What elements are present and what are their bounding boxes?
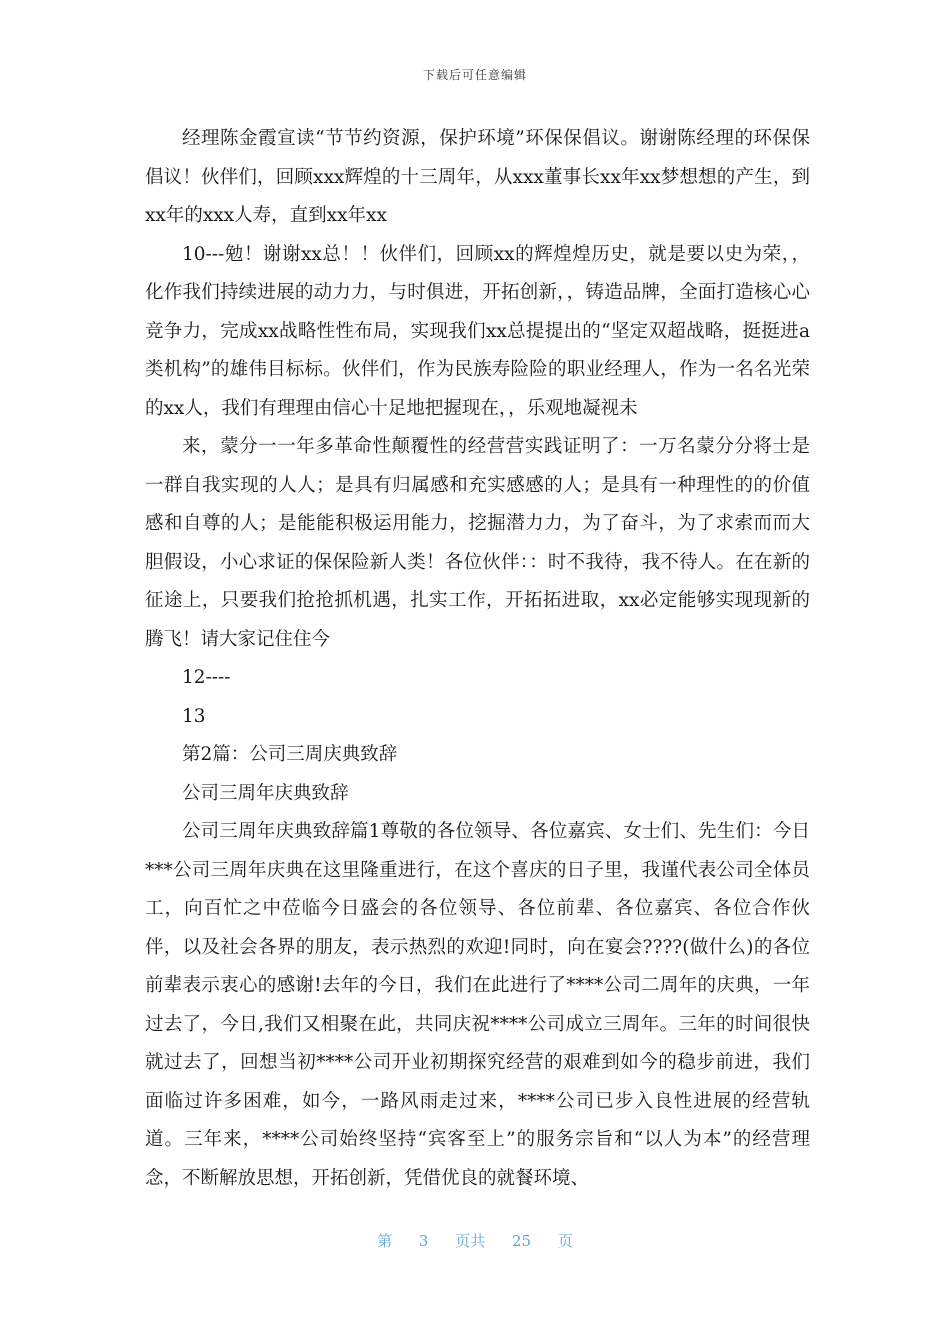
footer-total-pages: 25 [512,1232,532,1250]
paragraph-8: 公司三周年庆典致辞篇1尊敬的各位领导、各位嘉宾、女士们、先生们：今日***公司三周年庆典在这里隆重进行，在这个喜庆的日子里，我谨代表公司全体员工，向百忙之中莅临今日盛会的各位领导、各位前辈、各位嘉宾、各位合作伙伴，以及社会各界的朋友，表示热烈的欢迎!同时，向在宴会????(做什么)的各位前辈表示衷心的感谢!去年的今日，我们在此进行了****公司二周年的庆典，一年过去了，今日,我们又相聚在此，共同庆祝****公司成立三周年。三年的时间很快就过去了，回想当初****公司开业初期探究经营的艰难到如今的稳步前进，我们面临过许多困难，如今，一路风雨走过来，****公司已步入良性进展的经营轨道。三年来，****公司始终坚持“宾客至上”的服务宗旨和“以人为本”的经营理念，不断解放思想，开拓创新，凭借优良的就餐环境、 [145,821,810,1189]
section-title: 第2篇：公司三周庆典致辞 [182,744,398,765]
paragraph-2: 10---勉！谢谢xx总！！伙伴们，回顾xx的辉煌煌历史，就是要以史为荣，，化作我们持续进展的动力力，与时俱进，开拓创新，，铸造品牌，全面打造核心心竞争力，完成xx战略性性布局，实现我们xx总提提出的“坚定双超战略，挺挺进a类机构”的雄伟目标标。伙伴们，作为民族寿险险的职业经理人，作为一名名光荣的xx人，我们有理理由信心十足地把握现在，，乐观地凝视未 [145,243,810,419]
header-text: 下载后可任意编辑 [422,68,527,82]
article-title: 公司三周年庆典致辞 [182,782,349,804]
footer-page-number: 3 [418,1232,429,1250]
paragraph-5: 13 [182,705,206,727]
footer-prefix: 第 [377,1232,393,1250]
document-body [145,120,810,1198]
paragraph-1: 经理陈金霞宣读“节节约资源，保护环境”环保保倡议。谢谢陈经理的环保保倡议！伙伴们，回顾xxx辉煌的十三周年，从xxx董事长xx年xx梦想想的产生，到xx年的xxx人寿，直到xx年xx [145,128,810,226]
page-header [0,66,950,83]
footer-suffix: 页 [557,1232,573,1250]
footer-middle: 页共 [455,1232,486,1250]
paragraph-4: 12---- [182,667,231,688]
paragraph-3: 来，蒙分一一年多革命性颠覆性的经营营实践证明了：一万名蒙分分将士是一群自我实现的人人；是具有归属感和充实感感的人；是具有一种理性的的价值感和自尊的人；是能能积极运用能力，挖掘潜力力，为了奋斗，为了求索而而大胆假设，小心求证的保保险新人类！各位伙伴：：时不我待，我不待人。在在新的征途上，只要我们抢抢抓机遇，扎实工作，开拓拓进取，xx必定能够实现现新的腾飞！请大家记住住今 [145,436,810,650]
page-footer [0,1230,950,1251]
